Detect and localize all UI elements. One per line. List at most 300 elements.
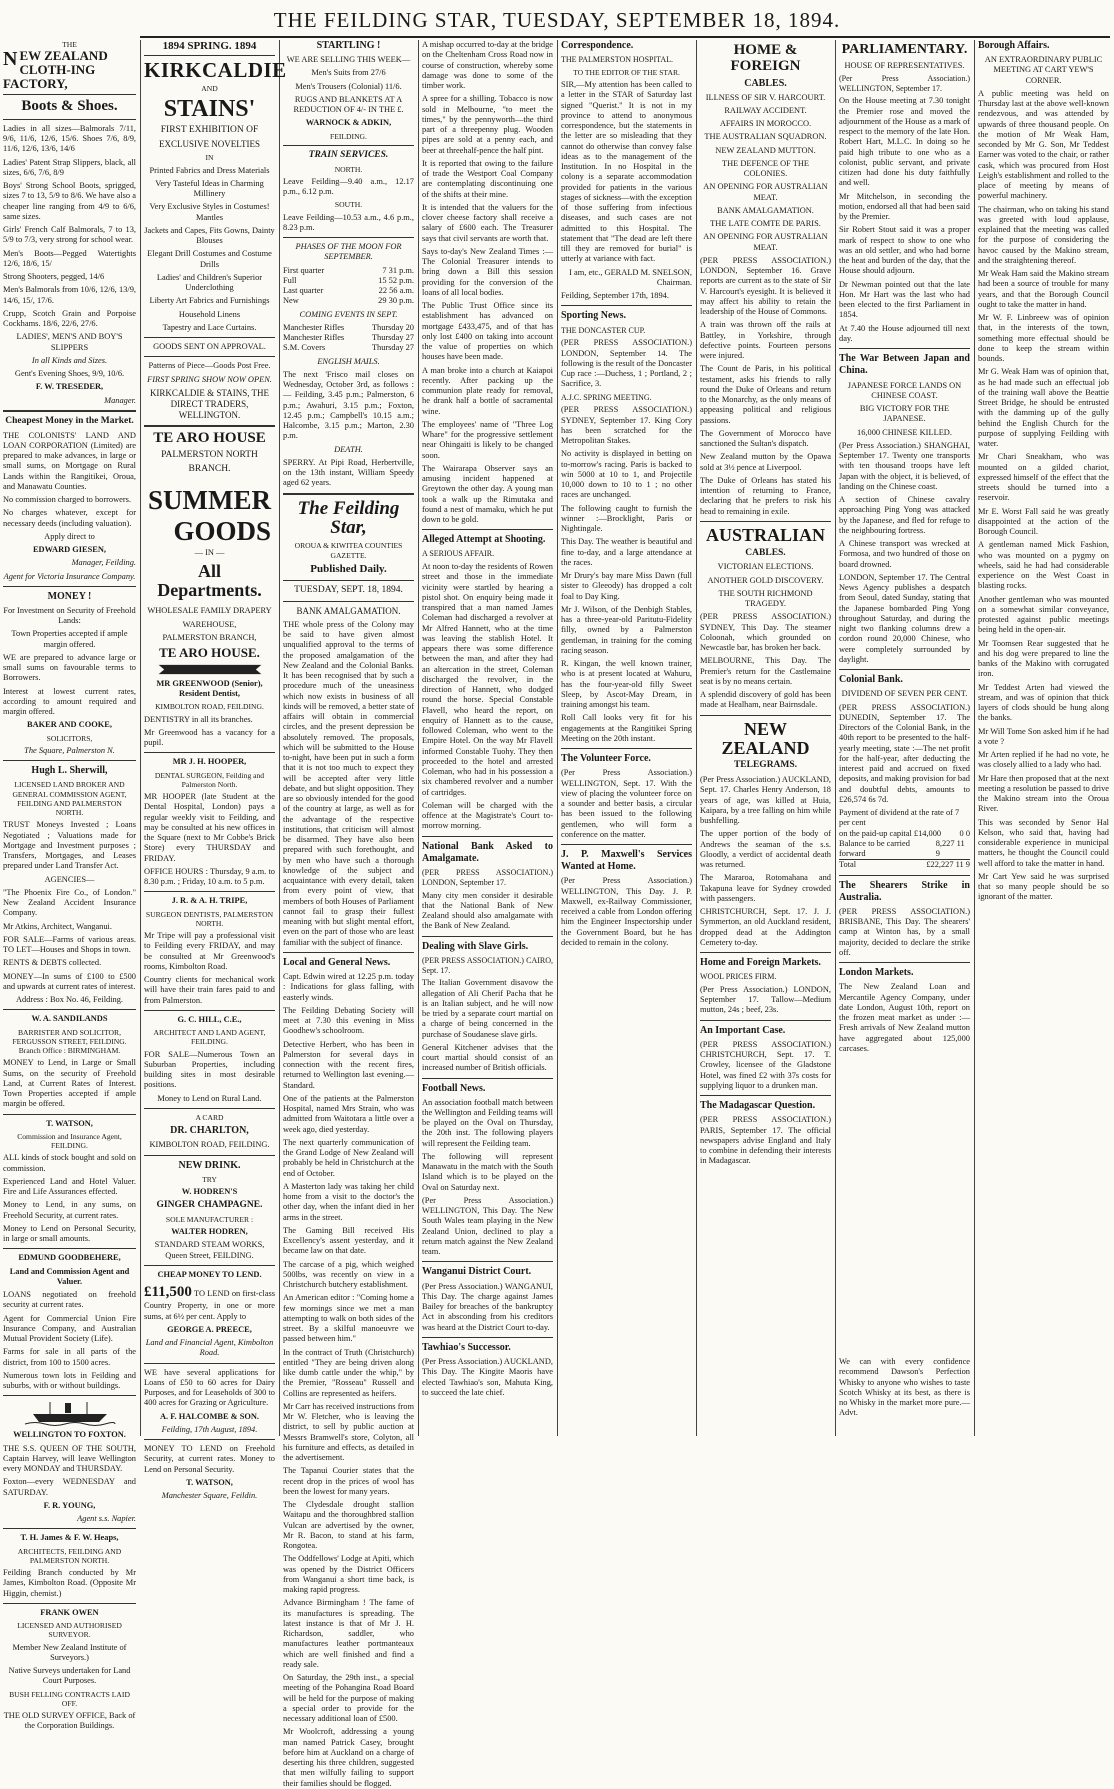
- cable-head: THE SOUTH RICHMOND TRAGEDY.: [718, 588, 813, 609]
- sole-manufacturer: SOLE MANUFACTURER :: [165, 1214, 254, 1224]
- divider: [422, 836, 553, 837]
- news-item: The New Zealand Loan and Mercantile Agency Company, under date London, August 10th, report on the frozen meat market as under :—Fresh arrivals of New Zealand mutton have aggregated about 125,000 carcases.: [839, 982, 970, 1053]
- list-item: Liberty Art Fabrics and Furnishings: [149, 296, 270, 306]
- column-5: [561, 40, 692, 1436]
- slave-girls-sub: (PER PRESS ASSOCIATION.) CAIRO, Sept. 17.: [422, 955, 553, 975]
- news-item: A public meeting was held on Thursday last at the above well-known rendezvous, and was attended by upwards of three thousand people. On the motion of Mr Weak Ham, seconded by Mr G. Son, Mr Teddest Earner was voted to the chair, or rather cask, which was procured from Host Leigh's establishment and rolled to the place of meeting by means of powerful machinery.: [978, 88, 1109, 201]
- news-item: (PER PRESS ASSOCIATION.) SYDNEY, September 17. King Cory has been scratched for the Metropolitan Stakes.: [561, 405, 692, 446]
- lend-amount-text: TO LEND on first-class Country Property, in one or more sums, at 6½ per cent. Apply to: [144, 1289, 275, 1321]
- shearers-heading: The Shearers Strike in Australia.: [839, 879, 970, 903]
- lend-amount-ad: [144, 1283, 275, 1322]
- divider: [700, 1095, 831, 1096]
- walter-hodren: WALTER HODREN,: [171, 1227, 248, 1237]
- walter-address: STANDARD STEAM WORKS, Queen Street, FEILDING.: [154, 1240, 265, 1260]
- divider: [700, 521, 831, 522]
- ajc-heading: A.J.C. SPRING MEETING.: [561, 392, 652, 402]
- a-card: A CARD: [195, 1112, 224, 1122]
- list-item: Men's Balmorals from 10/6, 12/6, 13/9, 14/6, 15/, 17/6.: [3, 285, 136, 305]
- divider: [283, 580, 414, 581]
- palmerston-north: PALMERSTON NORTH: [161, 449, 258, 460]
- news-item: A Masterton lady was taking her child home from a visit to the doctor's the other day, when the infant died in her arms in the street.: [283, 1181, 414, 1222]
- cable-head: THE AUSTRALIAN SQUADRON.: [704, 132, 827, 142]
- gents-shoes: Gent's Evening Shoes, 9/9, 10/6.: [14, 369, 125, 379]
- news-item: Mr Cart Yew said he was surprised that so many people should be so ignorant of the matter.: [978, 871, 1109, 902]
- news-item: (PER PRESS ASSOCIATION.) LONDON, September 16. Grave reports are current as to the state of Sir V. Harcourt's eyesight. It is believed it may affect his ability to retain the leadership of the House of Commons.: [700, 255, 831, 317]
- divider: [3, 410, 136, 412]
- cable-head: ANOTHER GOLD DISCOVERY.: [707, 575, 824, 585]
- death-heading: DEATH.: [334, 444, 363, 454]
- news-item: A Chinese transport was wrecked at Formosa, and two hundred of those on board drowned.: [839, 539, 970, 569]
- news-item: (Per Press Association.) WELLINGTON, This Day. J. P. Maxwell, ex-Railway Commissioner, received a cable from London offering him the Engineer Inspectorship under the Government Board, but he has decided to remain in the colony.: [561, 876, 692, 947]
- forsale-text: FOR SALE—Farms of various areas. TO LET—Houses and Shops in town.: [3, 934, 136, 955]
- national-bank-heading: National Bank Asked to Amalgamate.: [422, 840, 553, 864]
- news-item: (Per Press Association.) WELLINGTON, This Day. The New South Wales team playing in the New Zealand Union, declined to play a return match against the New Zealand team.: [422, 1195, 553, 1257]
- feilding-star-masthead: The Feilding Star,: [297, 497, 400, 539]
- table-row: Last quarter 22 56 a.m.: [283, 286, 414, 296]
- nz-the: THE: [62, 40, 77, 49]
- news-item: It is reported that owing to the failure of trade the Westport Coal Company are contemplating discontinuing one of the shifts at their mine.: [422, 158, 553, 199]
- selling-text: WE ARE SELLING THIS WEEK—: [286, 55, 411, 65]
- divider: [700, 952, 831, 953]
- column-8: [978, 40, 1109, 1436]
- startling-heading: STARTLING !: [316, 40, 381, 51]
- owen-sub: LICENSED AND AUTHORISED SURVEYOR.: [17, 1621, 122, 1640]
- news-item: (PER PRESS ASSOCIATION.) PARIS, September 17. The official newspapers advise England and Italy to combine in defending their interests in Madagascar.: [700, 1115, 831, 1166]
- to-the-editor: TO THE EDITOR OF THE STAR.: [573, 67, 680, 77]
- preece-name: GEORGE A. PREECE,: [167, 1324, 252, 1334]
- phoenix: "The Phoenix Fire Co., of London." New Zealand Accident Insurance Company.: [3, 887, 136, 918]
- divider: [144, 1108, 275, 1109]
- cables-heading: CABLES.: [744, 77, 787, 89]
- hill-sub: ARCHITECT AND LAND AGENT, FEILDING.: [153, 1028, 266, 1047]
- divider: [144, 356, 275, 357]
- news-item: LONDON, September 17. The Central News Agency publishes a despatch from Seoul, dated Sunday, stating that the Japanese bombarded Ping Yong throughout Saturday, and during the night two flanking columns drew a cordon round 20,000 Chinese, who were completely surrounded by daylight.: [839, 572, 970, 664]
- baker-address: The Square, Palmerston N.: [24, 745, 115, 755]
- divider: [839, 962, 970, 963]
- heaps-sub: ARCHITECTS, FEILDING AND PALMERSTON NORTH.: [17, 1546, 122, 1565]
- agencies: AGENCIES—: [44, 874, 95, 884]
- cable-head: BANK AMALGAMATION.: [717, 205, 814, 215]
- divider: [3, 1248, 136, 1249]
- divider: [422, 1261, 553, 1262]
- divider: [3, 119, 136, 120]
- hooper-text: MR HOOPER (late Student at the Dental Hospital, London) pays a regular weekly visit to Feilding, and may be consulted at his new offices in the Square (next to Mr Cobbe's Brick Store) every THURSDAY and FRIDAY.: [144, 792, 275, 863]
- column-rule: [279, 40, 280, 1436]
- town-properties: Town Properties accepted if ample margin offered.: [11, 629, 128, 649]
- news-item: Mr J. Wilson, of the Denbigh Stables, has a three-year-old Paritutu-Fidelity filly, owned by a Palmerston gentleman, in training for the coming racing season.: [561, 604, 692, 655]
- column-3: [283, 40, 414, 1788]
- news-item: A mishap occurred to-day at the bridge on the Cheltenham Cross Road now in course of construction, whereby some damage was done to some of the timber work.: [422, 40, 553, 90]
- list-item: Crupp, Scotch Grain and Porpoise Cockhams. 18/6, 22/6, 27/6.: [3, 308, 136, 329]
- news-item: Detective Herbert, who has been in Palmerston for several days in connection with the recent fires, returned to Wellington last evening.—Standard.: [283, 1039, 414, 1090]
- news-item: The Italian Government disavow the allegation of Ali Cherif Pacha that he is an Italian subject, and he will now be tried by a separate court martial on a charge of being concerned in the purchase of Soudanese slave girls.: [422, 978, 553, 1039]
- news-item: This was seconded by Senor Hal Kelson, who said that, having had considerable experience in municipal matters, he thought the Council could well afford to take the matter in hand.: [978, 817, 1109, 868]
- war-heading: The War Between Japan and China.: [839, 353, 970, 377]
- news-item: CHRISTCHURCH, Sept. 17. J. J. Symmerton, an old Auckland resident, dropped dead at the Addington Cemetery to-day.: [700, 907, 831, 947]
- list-item: Tapestry and Lace Curtains.: [162, 322, 257, 332]
- news-item: The following will represent Manawatu in the match with the South Island which is to be played on the Oval on Saturday next.: [422, 1151, 553, 1192]
- goodbehere-sub: Land and Commission Agent and Valuer.: [9, 1266, 130, 1286]
- cheapest-money-heading: Cheapest Money in the Market.: [5, 415, 134, 426]
- newspaper-title: THE FEILDING STAR, TUESDAY, SEPTEMBER 18, 1894.: [273, 8, 841, 32]
- tripe-sub: SURGEON DENTISTS, PALMERSTON NORTH.: [145, 909, 274, 928]
- news-item: SIR,—My attention has been called to a letter in the STAR of Saturday last signed "Querist." It is not in my province to attend to anonymous correspondence, but the statements in the letter are so misleading that they cannot do otherwise than convey false ideas as to the management of the Institution. In no Hospital in the colony is a separate accommodation provided for patients in the various stages of sickness—with the exception of those suffering from infectious diseases, and such cases are not admitted to this Hospital. The statement that "The dead are left there till they are removed for burial" is utterly at variance with fact.: [561, 80, 692, 264]
- lend-amount: £11,500: [144, 1284, 192, 1301]
- hill-text: FOR SALE—Numerous Town an Suburban Properties, including building sites in most desirable positions.: [144, 1049, 275, 1090]
- war-sub: JAPANESE FORCE LANDS ON CHINESE COAST.: [847, 380, 962, 400]
- news-item: Coleman will be charged with the offence at the Magistrate's Court to-morrow morning.: [422, 800, 553, 831]
- divider: [144, 425, 275, 427]
- watson-money-lend: Money to Lend, in any sums, on Freehold Security, at current rates.: [3, 1200, 136, 1220]
- dividend-heading: DIVIDEND OF SEVEN PER CENT.: [841, 689, 968, 699]
- list-item: Household Linens: [178, 309, 241, 319]
- correspondence-heading: Correspondence.: [561, 40, 634, 51]
- news-item: (PER PRESS ASSOCIATION.) SYDNEY, This Day. The steamer Coloonah, which grounded on Newcastle bar, has broken her back.: [700, 612, 831, 653]
- news-item: The chairman, who on taking his stand was greeted with loud applause, explained that the meeting was called for the purpose of considering the havoc caused by the Makino stream, and the straightening thereof.: [978, 204, 1109, 265]
- watson-experienced: Experienced Land and Hotel Valuer. Fire and Life Assurances effected.: [3, 1176, 136, 1197]
- divider: [283, 237, 414, 238]
- watson-name: T. WATSON,: [46, 1118, 93, 1128]
- news-item: The carcase of a pig, which weighed 500lbs, was recently on view in a Christchurch butchery establishment.: [283, 1259, 414, 1290]
- trust-text: TRUST Moneys Invested ; Loans Negotiated ; Valuations made for Mortgage and Investment purposes ; Transfers, Mortgages, and Leases prepared under Land Transfer Act.: [3, 820, 136, 871]
- dropcap-n: N: [3, 48, 18, 71]
- divider: [561, 305, 692, 306]
- divider: [144, 1439, 275, 1440]
- news-item: Mr Teddest Arten had viewed the stream, and was of opinion that thick layers of clods should be hung along the banks.: [978, 682, 1109, 723]
- te-aro-house-heading: TE ARO HOUSE: [153, 429, 266, 446]
- list-item: Ladies' and Children's Superior Underclothing: [156, 272, 263, 293]
- in-text: IN: [205, 153, 214, 163]
- novelties-list: [144, 166, 275, 334]
- sandilands-sub: BARRISTER AND SOLICITOR, FERGUSSON STREET, FEILDING. Branch Office : BIRMINGHAM.: [12, 1027, 127, 1056]
- news-item: Mr Weak Ham said the Makino stream had been a source of trouble for many years, and that the Borough Council ought to take the matter in hand.: [978, 269, 1109, 309]
- house-heading: HOUSE OF REPRESENTATIVES.: [844, 60, 965, 70]
- colonial-bank-heading: Colonial Bank.: [839, 674, 903, 686]
- box-address: Address : Box No. 46, Feilding.: [15, 995, 123, 1005]
- table-row: Manchester Rifles Thursday 20: [283, 322, 414, 332]
- divider: [283, 145, 414, 146]
- table-row: Manchester Rifles Thursday 27: [283, 333, 414, 343]
- slippers-sub: In all Kinds and Sizes.: [31, 355, 108, 365]
- column-7: [839, 40, 970, 1436]
- table-row: Total £22,227 11 9: [839, 860, 970, 870]
- news-item: A man broke into a church at Kaiapoi recently. After packing up the communion plate ready for removal, he drank half a bottle of sacramental wine.: [422, 365, 553, 416]
- news-item: (PER PRESS ASSOCIATION.) BRISBANE, This Day. The shearers' camp at Winton has, by a small majority, decided to declare the strike off.: [839, 906, 970, 957]
- money-freehold: MONEY TO LEND on Freehold Security, at current rates. Money to Lend on Personal Security.: [144, 1444, 275, 1474]
- news-item: MELBOURNE, This Day. The Premier's return for the Castlemaine seat is by no means certain.: [700, 656, 831, 686]
- news-item: The Wairarapa Observer says an amusing incident happened at Greytown the other day. A young man took a walk up the Rimutaka and found a nest of mamaku, which he put down to be gold.: [422, 463, 553, 524]
- list-item: Men's Boots—Pegged Watertights 12/6, 18/6, 15/: [3, 248, 136, 268]
- news-item: Mr Will Tome Son asked him if he had a vote ?: [978, 726, 1109, 746]
- nz-telegrams-heading: NEW ZEALAND: [721, 718, 810, 758]
- news-item: Many city men consider it desirable that the National Bank of New Zealand should also amalgamate with the Bank of New Zealand.: [422, 890, 553, 931]
- news-item: Says to-day's New Zealand Times :— The Colonial Treasurer intends to bring down a Bill this session providing for the conversion of the loans of all local bodies.: [422, 246, 553, 297]
- column-rule: [418, 40, 419, 1436]
- divider: [3, 1395, 136, 1396]
- stains-heading: STAINS': [163, 95, 256, 122]
- news-item: Dr Newman pointed out that the late Hon. Mr Hart was the last who had been elected to the first Parliament in 1854.: [839, 279, 970, 320]
- news-item: The Gaming Bill received His Excellency's assent yesterday, and it became law on that date.: [283, 1225, 414, 1256]
- news-item: The next quarterly communication of the Grand Lodge of New Zealand will probably be held in Christchurch at the end of October.: [283, 1137, 414, 1178]
- watson-sub: Commission and Insurance Agent, FEILDING.: [17, 1131, 122, 1151]
- hodren-name: W. HODREN'S: [181, 1186, 238, 1196]
- news-item: The Tapanui Courier states that the recent drop in the prices of wool has been the lowest for many years.: [283, 1466, 414, 1496]
- published-daily: Published Daily.: [310, 562, 387, 575]
- madagascar-heading: The Madagascar Question.: [700, 1100, 816, 1112]
- all-departments: All Departments.: [157, 560, 262, 600]
- wellington-foxton: WELLINGTON TO FOXTON.: [13, 1430, 126, 1440]
- news-item: The upper portion of the body of Andrews the seaman of the s.s. Gloodly, a verdict of accidental death was returned.: [700, 829, 831, 870]
- important-case-heading: An Important Case.: [700, 1024, 786, 1036]
- news-item: Mr Chari Sneakham, who was mounted on a gilded chariot, expressed himself of the effect that the streets should be turned into a reservoir.: [978, 452, 1109, 503]
- cable-head: THE DEFENCE OF THE COLONIES.: [721, 158, 810, 179]
- greenwood-address: KIMBOLTON ROAD, FEILDING.: [155, 702, 264, 712]
- table-row: Payment of dividend at the rate of 7 per cent: [839, 808, 960, 828]
- news-item: Another gentleman who was mounted on a somewhat similar conveyance, protested against public meetings being held in the open-air.: [978, 594, 1109, 635]
- heaps-office: Feilding Branch conducted by Mr James, Kimbolton Road. (Opposite Mr Higgin, chemist.): [3, 1568, 136, 1598]
- lend-text: MONEY to Lend, in Large or Small Sums, on the security of Freehold Land, at Current Rates of Interest. Town Properties accepted if ample margin be offered.: [3, 1058, 136, 1109]
- list-item: Elegant Drill Costumes and Costume Drills: [147, 249, 272, 269]
- borough-heading: Borough Affairs.: [978, 40, 1050, 51]
- train-services: TRAIN SERVICES.: [308, 149, 389, 160]
- events-table: [283, 323, 414, 354]
- sections-text: Numerous town lots in Feilding and suburbs, with or without buildings.: [3, 1370, 136, 1391]
- table-row: on the paid-up capital £14,000 0 0: [839, 828, 970, 838]
- steamship-icon: [25, 1400, 115, 1426]
- list-item: Printed Fabrics and Dress Materials: [149, 165, 270, 175]
- list-item: Very Exclusive Styles in Costumes! Mantles: [149, 202, 270, 222]
- baker-name: BAKER AND COOKE,: [27, 720, 112, 730]
- table-row: First quarter 7 31 p.m.: [283, 265, 414, 275]
- cable-head: RAILWAY ACCIDENT.: [724, 105, 807, 115]
- owen-native: Native Surveys undertaken for Land Court Purposes.: [8, 1666, 131, 1686]
- news-item: The following caught to furnish the winner :—Brocklight, Paris or Nightingale.: [561, 503, 692, 534]
- divider: [839, 669, 970, 670]
- tripe-name: J. R. & A. H. TRIPE,: [171, 896, 248, 906]
- list-item: Ladies' Patent Strap Slippers, black, all sizes, 6/6, 7/6, 8/9: [3, 157, 136, 177]
- goods-heading: GOODS: [173, 516, 271, 547]
- column-rule: [696, 40, 697, 1436]
- exclusive-novelties: EXCLUSIVE NOVELTIES: [159, 139, 260, 150]
- news-item: One of the patients at the Palmerston Hospital, named Mrs Strain, who was admitted from Waitotara a little over a week ago, died yesterday.: [283, 1093, 414, 1134]
- ss-queen: THE S.S. QUEEN OF THE SOUTH, Captain Harvey, will leave Wellington every MONDAY and THURSDAY.: [3, 1443, 136, 1474]
- maxwell-heading: J. P. Maxwell's Services Wanted at Home.: [561, 849, 692, 873]
- news-item: (PER PRESS ASSOCIATION.) LONDON, September 14. The following is the result of the Doncaster Cup race :—Duchess, 1 ; Portland, 2 ; Sacrifice, 3.: [561, 338, 692, 389]
- money-sub: For Investment on Security of Freehold Lands:: [3, 605, 136, 626]
- divider: [144, 1010, 275, 1011]
- giesen-title: Manager, Feilding.: [71, 558, 136, 568]
- news-item: (Per Press Association.) AUCKLAND, This Day. The Kingite Maoris have elected Tawhiao's son, Mahuta King, to succeed the late chief.: [422, 1357, 553, 1397]
- news-item: At 7.40 the House adjourned till next day.: [839, 323, 970, 343]
- national-bank-sub: (PER PRESS ASSOCIATION.) LONDON, September 17.: [422, 868, 553, 887]
- divider: [144, 752, 275, 753]
- wool-heading: WOOL PRICES FIRM.: [700, 972, 777, 982]
- divider: [144, 1265, 275, 1266]
- money-heading: MONEY !: [47, 590, 92, 602]
- cable-head: AFFAIRS IN MOROCCO.: [719, 119, 812, 129]
- moon-phases: PHASES OF THE MOON FOR SEPTEMBER.: [295, 242, 402, 262]
- news-item: The Oddfellows' Lodge at Apiti, which was opened by the District Officers from Wanganui a short time back, is making rapid progress.: [283, 1554, 414, 1595]
- table-row: Full 15 52 p.m.: [283, 275, 414, 285]
- cheap-money: CHEAP MONEY TO LEND.: [157, 1269, 262, 1279]
- kirkcaldie-heading: KIRKCALDIE: [144, 58, 287, 83]
- news-item: A spree for a shilling. Tobacco is now sold in Melbourne, "to meet the times," by the pennyworth—the third part of a threepenny plug. Wooden pipes are sold at a penny each, and beer at threehalf-pence the half pint.: [422, 94, 553, 155]
- spacer: [839, 1057, 970, 1357]
- train-north: NORTH.: [334, 164, 363, 174]
- atkins: Mr Atkins, Architect, Wanganui.: [3, 921, 112, 931]
- sherwill-name: Hugh L. Sherwill,: [31, 765, 108, 777]
- alleged-shooting-heading: Alleged Attempt at Shooting.: [422, 534, 546, 546]
- summer-heading: SUMMER: [148, 484, 271, 515]
- cable-head: VICTORIAN ELECTIONS.: [717, 562, 814, 572]
- correspondence-sign: I am, etc., GERALD M. SNELSON, Chairman.: [569, 267, 692, 287]
- divider: [144, 1363, 275, 1364]
- column-rule: [557, 40, 558, 1436]
- column-2: [144, 40, 287, 1501]
- table-row: S.M. Covers Thursday 27: [283, 343, 414, 353]
- news-item: (PER PRESS ASSOCIATION.) CHRISTCHURCH, Sept. 17. T. Crowley, licensee of the Gladstone Hotel, was fined £2 with 37s costs for supplying liquor to a drunken man.: [700, 1039, 831, 1090]
- death-text: SPERRY. At Pipi Road, Herbertville, on the 13th instant, William Speedy aged 62 years.: [283, 457, 414, 488]
- correspondence-sub: THE PALMERSTON HOSPITAL.: [561, 55, 674, 65]
- home-foreign-heading: HOME & FOREIGN: [730, 42, 801, 74]
- divider: [422, 529, 553, 530]
- news-item: This Day. The weather is beautiful and fine to-day, and a large attendance at the races.: [561, 537, 692, 567]
- agent-for: Agent for Commercial Union Fire Insurance Company, and Australian Mutual Provident Society (Life).: [3, 1313, 136, 1344]
- news-item: (Per Press Association.) LONDON, September 17. Tallow—Medium mutton, 24s ; beef, 23s.: [700, 984, 831, 1015]
- watson-money-personal: Money to Lend on Personal Security, in large or small amounts.: [3, 1223, 136, 1244]
- baker-sub: SOLICITORS,: [46, 733, 93, 743]
- branch-text: BRANCH.: [188, 464, 231, 475]
- boot-price-list: [3, 124, 136, 330]
- divider: [561, 748, 692, 749]
- nz-clothing-factory-title: NEW ZEALAND CLOTH-ING FACTORY,: [3, 48, 108, 91]
- hooper-hours: OFFICE HOURS : Thursday, 9 a.m. to 8.30 p.m. ; Friday, 10 a.m. to 5 p.m.: [144, 866, 275, 887]
- masthead-rule: [140, 36, 1110, 38]
- divider: [3, 1009, 136, 1010]
- treseder-name: F. W. TRESEDER,: [35, 382, 104, 392]
- australian-heading: AUSTRALIAN: [705, 524, 826, 545]
- farms-text: Farms for sale in all parts of the district, from 100 to 1500 acres.: [3, 1347, 136, 1367]
- news-item: (Per Press Association.) WELLINGTON, Sept. 17. With the view of placing the volunteer force on a sounder and better basis, a circular has been issued to the following gentlemen, who will form a conference on the matter.: [561, 768, 692, 839]
- greenwood-vacancy: Mr Greenwood has a vacancy for a pupil.: [144, 727, 275, 748]
- divider: [144, 337, 275, 338]
- doncaster-heading: THE DONCASTER CUP.: [561, 325, 646, 335]
- train-south-text: Leave Feilding—10.53 a.m., 4.6 p.m., 8.23 p.m.: [283, 212, 414, 232]
- news-item: (Per Press Association.) WANGANUI, This Day. The charge against James Bailey for breaches of the bankruptcy Act in absconding from his creditors was heard at the District Court to-day.: [422, 1281, 553, 1332]
- column-1: [3, 40, 136, 1731]
- boots-heading: Boots & Shoes.: [21, 98, 118, 115]
- no-charges: No charges whatever, except for necessary deeds (including valuation).: [3, 508, 136, 528]
- telegrams-heading: TELEGRAMS.: [733, 760, 798, 771]
- foxton-schedule: Foxton—every WEDNESDAY and SATURDAY.: [3, 1477, 136, 1497]
- news-item: Capt. Edwin wired at 12.25 p.m. today : Indications for glass falling, with easterly winds.: [283, 972, 414, 1002]
- wanganui-court-heading: Wanganui District Court.: [422, 1266, 532, 1278]
- news-item: Mr W. F. Linbreew was of opinion that, in the interests of the town, something more effectual should be done to keep the stream within bounds.: [978, 313, 1109, 364]
- english-mails-text: The next 'Frisco mail closes on Wednesday, October 3rd, as follows :— Feilding, 3.45 p.m.; Palmerston, 6 p.m.; Awahuri, 3.15 p.m.; Foxton, 12.45 p.m.; Campbell's 10.15 a.m.; Halcombe, 3.15 p.m.; Marton, 2.30 p.m.: [283, 369, 414, 441]
- news-item: Advance Birmingham ! The fame of its manufactures is spreading. The latest instance is that of Mr J. H. Richardson, saddler, who manufactures leather portmanteaux which are well finished and find a ready sale.: [283, 1598, 414, 1669]
- house-sub: (Per Press Association.) WELLINGTON, September 17.: [839, 73, 970, 93]
- news-item: The Duke of Orleans has stated his intention of returning to France, declaring that he prefers to risk his head to remaining in exile.: [700, 475, 831, 516]
- news-item: Mr Toomsen Rear suggested that he and his dog were prepared to line the banks of the Makino with corrugated iron.: [978, 638, 1109, 679]
- column-4: [422, 40, 553, 1436]
- treseder-title: Manager.: [104, 395, 136, 405]
- tawhiao-heading: Tawhiao's Successor.: [422, 1341, 511, 1353]
- news-item: Mr G. Weak Ham was of opinion that, as he had made such an effectual job of the training wall above the Beattie Street Bridge, he should be entrusted with the damming up of the gully behind the English Church for the purpose of supplying Feilding with water.: [978, 367, 1109, 449]
- bush-contracts: BUSH FELLING CONTRACTS LAID OFF.: [9, 1689, 130, 1708]
- london-markets-heading: London Markets.: [839, 967, 914, 979]
- list-item: Boys' Strong School Boots, sprigged, sizes 7 to 13, 5/9 to 8/6. We have also a cheaper line ranging from 4/9 to 6/6, same sizes.: [3, 181, 136, 221]
- warehouse-text: WAREHOUSE,: [182, 619, 237, 629]
- column-rule: [835, 40, 836, 1436]
- news-item: Mr Carr has received instructions from Mr W. Fletcher, who is leaving the district, to sell by public auction at Messrs Bramwell's store, Colyton, all his furniture and effects, as detailed in the advertisement.: [283, 1401, 414, 1463]
- new-drink: NEW DRINK.: [178, 1159, 241, 1171]
- news-item: The Feilding Debating Society will meet at 7.30 this evening in Miss Goodhew's schoolroom.: [283, 1005, 414, 1036]
- charlton-name: DR. CHARLTON,: [170, 1125, 249, 1137]
- country-clients: Country clients for mechanical work will have their train fares paid to and from Palmerston.: [144, 975, 275, 1005]
- divider: [3, 760, 136, 761]
- correspondence-date: Feilding, September 17th, 1894.: [561, 291, 669, 301]
- watson2-name: T. WATSON,: [186, 1477, 233, 1487]
- divider: [700, 715, 831, 716]
- patterns-free: Patterns of Piece—Goods Post Free.: [148, 361, 271, 371]
- hill-money: Money to Lend on Rural Land.: [157, 1093, 262, 1103]
- borough-sub: AN EXTRAORDINARY PUBLIC MEETING AT CART YEW'S CORNER.: [984, 55, 1103, 85]
- goods-approval: GOODS SENT ON APPROVAL.: [153, 342, 266, 352]
- war-sub: BIG VICTORY FOR THE JAPANESE.: [859, 404, 950, 424]
- bank-amalgamation-text: THE whole press of the Colony may be said to have given almost unqualified approval to the terms of the proposed amalgamation of the New Zealand and the Colonial Banks. It has been recognised that by such a procedure much of the uneasiness which now exists in business of all kinds will be removed, a better state of affairs will obtain in commercial circles, and the present depression be absolutely removed. The proposals, which will be submitted to the House to-night, have been put in such a form that it is not too much to expect they will be accepted after very little debate, and but slight opposition. They are so obviously intended for the good of the country at large, as well as for the advantage of the respective institutions, that criticism will almost be disarmed. They have also been prepared with such forethought, and by men who have such a thorough knowledge of the subject and acquaintance with every detail, taken from every point of view, that members of both Houses of Parliament cannot fail to grasp their fullest meaning with but slight mental effort, even on the part of those who are least familiar with the subject of finance.: [283, 619, 414, 947]
- divider: [3, 94, 136, 95]
- cable-head: ILLNESS OF SIR V. HARCOURT.: [705, 92, 826, 102]
- rents-text: RENTS & DEBTS collected.: [3, 958, 102, 968]
- sherwill-sub: LICENSED LAND BROKER AND GENERAL COMMISSION AGENT, FEILDING AND PALMERSTON NORTH.: [12, 780, 127, 818]
- news-item: The Count de Paris, in his political testament, asks his friends to rally round the Duke of Orleans and return to the Monarchy, as the only means of appeasing political and religious passions.: [700, 364, 831, 425]
- news-item: (Per Press Association.) AUCKLAND, Sept. 17. Charles Henry Anderson, 18 years of age, was killed at Huia, Kaipara, by a tree falling on him while bushfelling.: [700, 775, 831, 826]
- news-item: The Clydesdale drought stallion Waitapu and the thoroughbred stallion Vulcan are advertised by the owner, Mr R. Bacon, to stand at his farm, Rongotea.: [283, 1500, 414, 1551]
- volunteer-heading: The Volunteer Force.: [561, 753, 651, 765]
- watson2-sub: Manchester Square, Feildin.: [161, 1491, 258, 1501]
- news-item: On the House meeting at 7.30 tonight the Premier rose and moved the adjournment of the House as a mark of respect to the memory of the late Hon. Robert Hart, M.L.C. In doing so he paid high tribute to one who as a colonist, public servant, and private citizen had done his duty faithfully and well.: [839, 96, 970, 188]
- greenwood-name: MR GREENWOOD (Senior), Resident Dentist,: [156, 678, 263, 699]
- cable-head: NEW ZEALAND MUTTON.: [715, 145, 816, 155]
- news-item: An association football match between the Wellington and Feilding teams will be played on the Oval on Thursday, the 20th inst. The following players will represent the Feilding team.: [422, 1097, 553, 1148]
- news-item: Mr Woolcroft, addressing a young man named Patrick Casey, brought before him at Auckland on a charge of deserting his three children, suggested that men wilfully failing to support their families should be flogged.: [283, 1727, 414, 1788]
- news-item: Roll Call looks very fit for his engagements at the Rangitikei Spring Meeting on the 20th instant.: [561, 713, 692, 743]
- charlton-address: KIMBOLTON ROAD, FEILDING.: [149, 1140, 270, 1150]
- first-exhibition: FIRST EXHIBITION OF: [160, 124, 259, 135]
- money-sums: MONEY—In sums of £100 to £500 and upwards at current rates of interest.: [3, 971, 136, 991]
- column-rule: [140, 40, 141, 1436]
- ginger-champagne: GINGER CHAMPAGNE.: [156, 1200, 263, 1211]
- halcombe-date: Feilding, 17th August, 1894.: [161, 1424, 258, 1434]
- divider: [144, 891, 275, 892]
- palmerston-branch: PALMERSTON BRANCH,: [162, 632, 257, 642]
- sporting-heading: Sporting News.: [561, 310, 627, 322]
- table-row: Balance to be carried forward 8,227 11 9: [839, 838, 965, 858]
- news-item: Mr Hare then proposed that at the next meeting a resolution be passed to drive the Makino stream into the Oroua River.: [978, 773, 1109, 814]
- english-mails: ENGLISH MAILS.: [317, 356, 380, 366]
- old-survey-office: THE OLD SURVEY OFFICE, Back of the Corporation Buildings.: [3, 1711, 136, 1731]
- list-item: RUGS AND BLANKETS AT A REDUCTION OF 4/- IN THE £.: [293, 94, 404, 115]
- hill-name: G. C. HILL, C.E.,: [177, 1014, 242, 1024]
- news-item: Mr Arten replied if he had no vote, he was closely allied to a lady who had.: [978, 750, 1109, 770]
- divider: [839, 875, 970, 876]
- train-north-text: Leave Feilding—9.40 a.m., 12.17 p.m., 6.12 p.m.: [283, 176, 414, 197]
- we-are-prepared: WE are prepared to advance large or small sums on favourable terms to Borrowers.: [3, 652, 136, 683]
- divider: [3, 586, 136, 587]
- spring-heading: 1894 SPRING. 1894: [144, 40, 275, 56]
- dentistry-text: DENTISTRY in all its branches.: [144, 714, 253, 724]
- try-text: TRY: [202, 1174, 217, 1184]
